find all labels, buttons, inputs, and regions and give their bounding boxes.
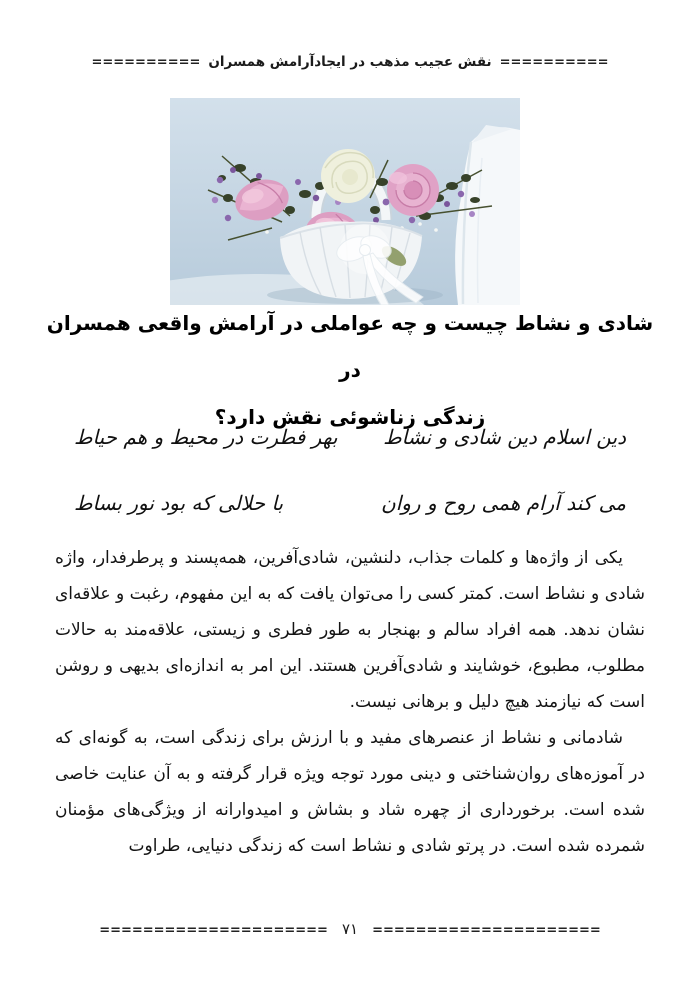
body-text: [55, 540, 645, 864]
poem-verse-1: [74, 404, 626, 470]
footer-rule-left: =====================: [99, 923, 328, 938]
running-header: [0, 54, 700, 70]
poem: [74, 404, 626, 536]
white-rose: [321, 149, 375, 203]
paragraph-2: شادمانی و نشاط از عنصرهای مفید و با ارزش برای زندگی است، به گونه‌ای که در آموزه‌های روان‌شناختی و دینی مورد توجه ویژه قرار گرفته و به آن عنایت خاصی شده است. برخورداری از چهره شاد و بشاش و امیدوارانه از ویژگی‌های مؤمنان شمرده شده است. در پرتو شادی و نشاط است که زندگی دنیایی، طراوت: [55, 728, 645, 856]
flower-basket-illustration: [170, 98, 520, 305]
heading-line-2: زندگی زناشوئی نقش دارد؟: [214, 405, 486, 429]
pink-rose-right: [387, 164, 439, 216]
running-title: نقش عجیب مذهب در ایجادآرامش همسران: [208, 54, 492, 70]
header-rule-right: ==========: [499, 55, 609, 70]
verse-1-right-hemistich: دین اسلام دین شادی و نشاط: [383, 425, 626, 449]
flower-basket-photo: [170, 98, 520, 305]
paragraph-1: یکی از واژه‌ها و کلمات جذاب، دلنشین، شادی‌آفرین، همه‌پسند و پرطرفدار، واژه شادی و نشاط است. کمتر کسی را می‌توان یافت که به این مفهوم، رغبت و علاقه‌ای نشان ندهد. همه افراد سالم و بهنجار به طور فطری و زیستی، علاقه‌مند به حالات مطلوب، مطبوع، خوشایند و شادی‌آفرین هستند. این امر به اندازه‌ای بدیهی و روشن است که نیازمند هیچ دلیل و برهانی نیست.: [55, 548, 645, 712]
page-number: ۷۱: [341, 920, 359, 938]
footer-rule-right: =====================: [372, 923, 601, 938]
verse-2-left-hemistich: با حلالی که بود نور بساط: [74, 491, 284, 515]
page-footer: [0, 920, 700, 938]
header-rule-left: ==========: [91, 55, 201, 70]
verse-1-left-hemistich: بهر فطرت در محیط و هم حیاط: [74, 425, 338, 449]
poem-verse-2: [74, 470, 626, 536]
heading-line-1: شادی و نشاط چیست و چه عواملی در آرامش واقعی همسران در: [46, 311, 654, 382]
verse-2-right-hemistich: می کند آرام همی روح و روان: [381, 491, 626, 515]
